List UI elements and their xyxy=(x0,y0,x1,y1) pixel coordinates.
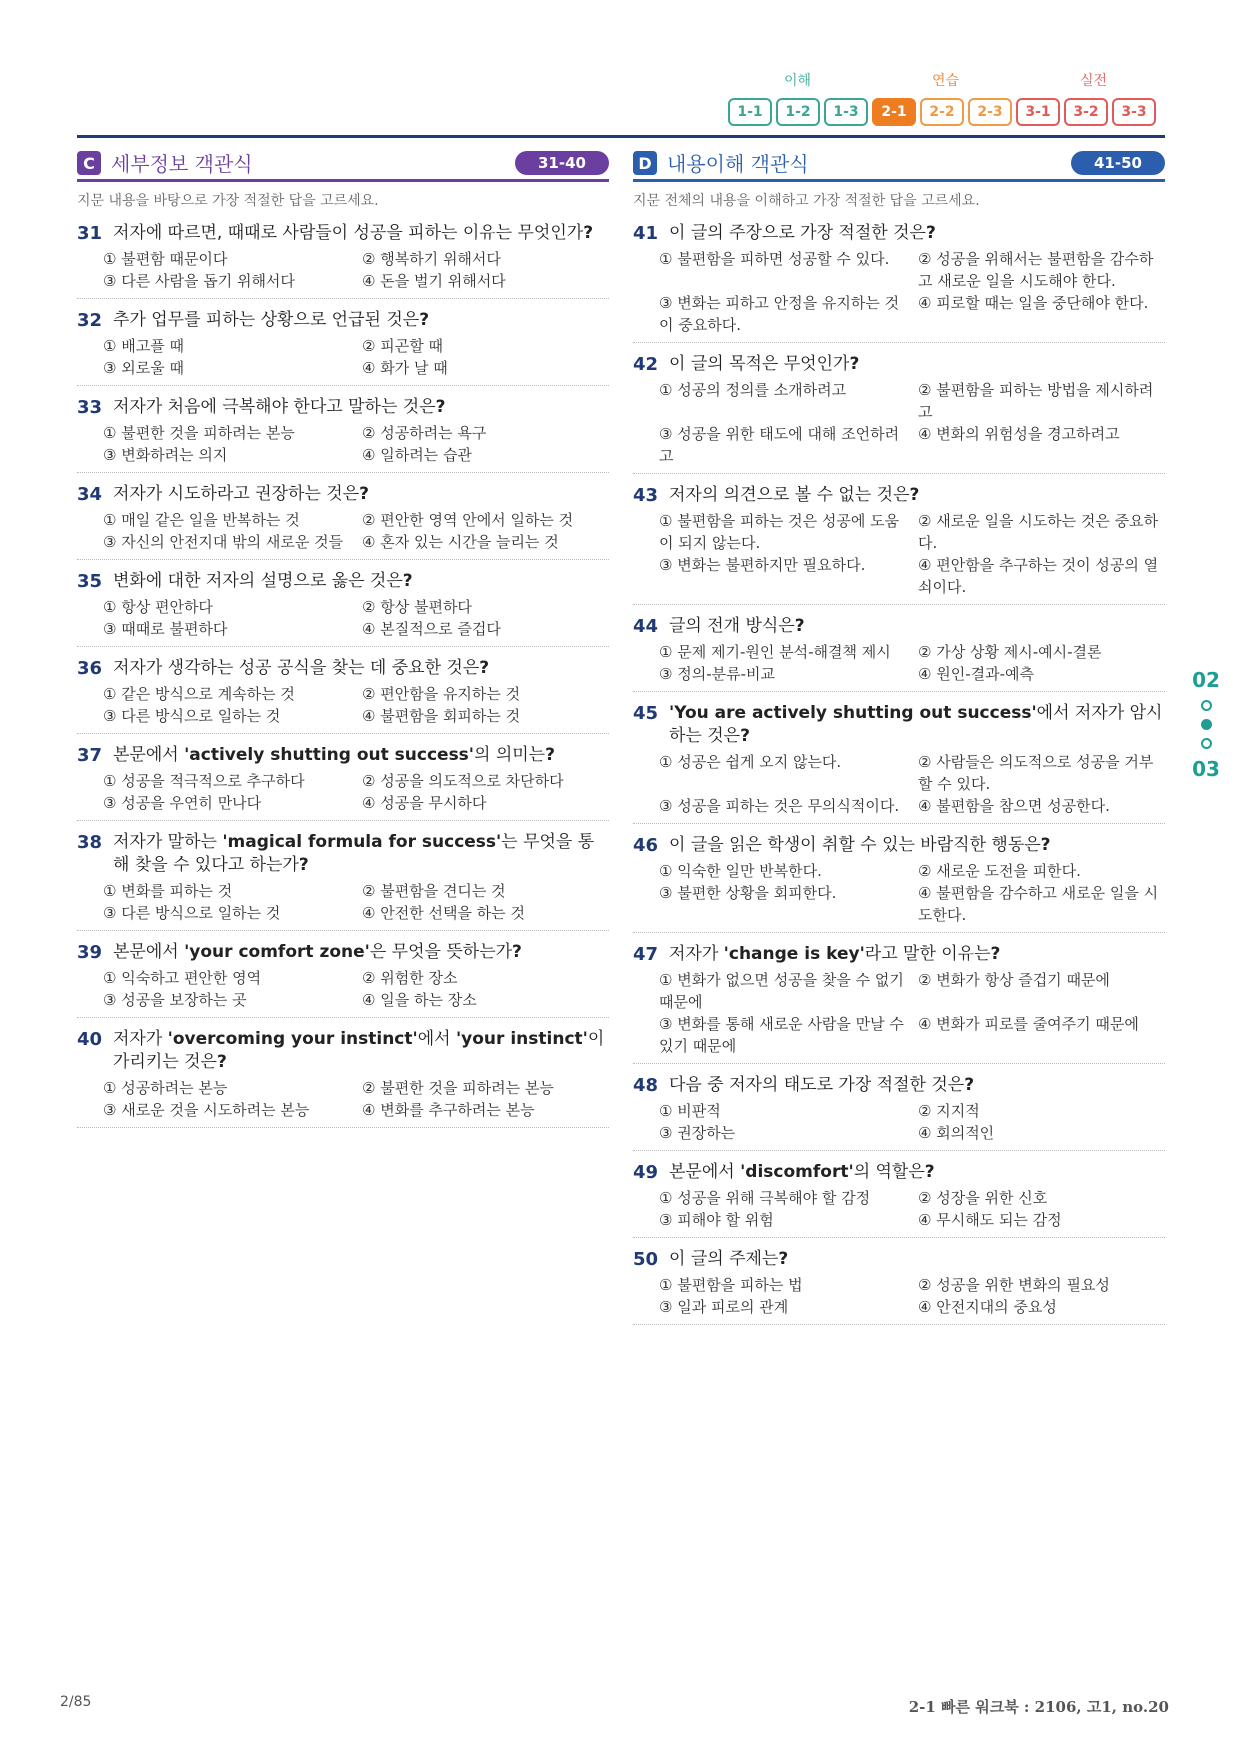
answer-option[interactable]: ① 불편함을 피하면 성공할 수 있다. xyxy=(659,250,890,268)
answer-option[interactable]: ① 문제 제기-원인 분석-해결책 제시 xyxy=(659,643,891,661)
answer-option[interactable]: ② 편안함을 유지하는 것 xyxy=(362,685,521,703)
level-boxes xyxy=(728,98,1156,126)
option-grid xyxy=(633,510,1165,598)
question-number: 41 xyxy=(633,223,659,244)
question-item xyxy=(633,615,1165,692)
level-box[interactable]: 1-2 xyxy=(776,98,820,126)
option-grid xyxy=(633,379,1165,467)
option-grid xyxy=(77,683,609,727)
question-stem xyxy=(77,396,609,419)
category-understanding: 이해 xyxy=(784,73,812,89)
option-grid xyxy=(77,422,609,466)
answer-option[interactable]: ② 피곤할 때 xyxy=(362,337,443,355)
question-number: 42 xyxy=(633,354,659,375)
answer-option[interactable]: ① 성공을 적극적으로 추구하다 xyxy=(103,772,305,790)
answer-option[interactable]: ④ 일을 하는 장소 xyxy=(362,991,477,1009)
question-item xyxy=(77,222,609,299)
question-stem xyxy=(77,309,609,332)
question-item xyxy=(633,1248,1165,1325)
answer-option[interactable]: ① 배고플 때 xyxy=(103,337,184,355)
section-c xyxy=(77,147,609,1138)
answer-option[interactable]: ② 성공을 위해서는 불편함을 감수하고 새로운 일을 시도해야 한다. xyxy=(918,250,1154,290)
answer-option[interactable]: ④ 원인-결과-예측 xyxy=(918,665,1034,683)
question-number: 43 xyxy=(633,485,659,506)
question-stem xyxy=(77,222,609,245)
question-text: 본문에서 'actively shutting out success'의 의미는? xyxy=(113,745,555,765)
question-item xyxy=(633,943,1165,1064)
section-divider xyxy=(633,179,1165,182)
question-stem xyxy=(633,834,1165,857)
question-item xyxy=(77,657,609,734)
question-number: 39 xyxy=(77,942,103,963)
answer-option[interactable]: ② 새로운 도전을 피한다. xyxy=(918,862,1081,880)
answer-option[interactable]: ③ 일과 피로의 관계 xyxy=(659,1298,789,1316)
answer-option[interactable]: ② 가상 상황 제시-예시-결론 xyxy=(918,643,1102,661)
marker-dot xyxy=(1201,738,1212,749)
answer-option[interactable]: ② 불편함을 피하는 방법을 제시하려고 xyxy=(918,381,1154,421)
answer-option[interactable]: ③ 변화를 통해 새로운 사람을 만날 수 있기 때문에 xyxy=(659,1015,904,1055)
option-grid xyxy=(77,770,609,814)
answer-option[interactable]: ① 불편한 것을 피하려는 본능 xyxy=(103,424,295,442)
answer-option[interactable]: ③ 다른 사람을 돕기 위해서다 xyxy=(103,272,295,290)
level-box[interactable]: 2-3 xyxy=(968,98,1012,126)
answer-option[interactable]: ③ 피해야 할 위험 xyxy=(659,1211,774,1229)
header-rule xyxy=(77,135,1165,138)
section-divider xyxy=(77,179,609,182)
answer-option[interactable]: ② 성장을 위한 신호 xyxy=(918,1189,1048,1207)
option-grid xyxy=(633,751,1165,817)
question-text: 이 글의 목적은 무엇인가? xyxy=(669,354,860,374)
answer-option[interactable]: ① 불편함을 피하는 것은 성공에 도움이 되지 않는다. xyxy=(659,512,900,552)
answer-option[interactable]: ④ 안전한 선택을 하는 것 xyxy=(362,904,525,922)
question-text: 저자가 말하는 'magical formula for success'는 무엇을 통해 찾을 수 있다고 하는가? xyxy=(113,832,595,875)
question-stem xyxy=(77,831,609,877)
question-stem xyxy=(633,702,1165,748)
answer-option[interactable]: ④ 회의적인 xyxy=(918,1124,995,1142)
answer-option[interactable]: ④ 성공을 무시하다 xyxy=(362,794,487,812)
level-box[interactable]: 1-3 xyxy=(824,98,868,126)
option-grid xyxy=(77,335,609,379)
option-grid xyxy=(633,1187,1165,1231)
question-text: 저자가 'change is key'라고 말한 이유는? xyxy=(669,944,1001,964)
question-item xyxy=(77,831,609,931)
answer-option[interactable]: ② 지지적 xyxy=(918,1102,980,1120)
option-grid xyxy=(633,969,1165,1057)
answer-option[interactable]: ③ 새로운 것을 시도하려는 본능 xyxy=(103,1101,310,1119)
question-item xyxy=(77,309,609,386)
answer-option[interactable]: ① 항상 편안하다 xyxy=(103,598,213,616)
option-grid xyxy=(633,1100,1165,1144)
question-item xyxy=(77,570,609,647)
answer-option[interactable]: ① 익숙하고 편안한 영역 xyxy=(103,969,262,987)
answer-option[interactable]: ② 편안한 영역 안에서 일하는 것 xyxy=(362,511,574,529)
question-stem xyxy=(633,222,1165,245)
answer-option[interactable]: ② 사람들은 의도적으로 성공을 거부할 수 있다. xyxy=(918,753,1154,793)
section-instruction: 지문 내용을 바탕으로 가장 적절한 답을 고르세요. xyxy=(77,193,379,209)
question-number: 31 xyxy=(77,223,103,244)
question-stem xyxy=(77,941,609,964)
answer-option[interactable]: ④ 불편함을 회피하는 것 xyxy=(362,707,521,725)
section-title: 세부정보 객관식 xyxy=(111,152,253,176)
answer-option[interactable]: ④ 혼자 있는 시간을 늘리는 것 xyxy=(362,533,559,551)
answer-option[interactable]: ① 성공의 정의를 소개하려고 xyxy=(659,381,847,399)
answer-option[interactable]: ① 매일 같은 일을 반복하는 것 xyxy=(103,511,300,529)
level-box[interactable]: 3-1 xyxy=(1016,98,1060,126)
answer-option[interactable]: ③ 변화는 피하고 안정을 유지하는 것이 중요하다. xyxy=(659,294,900,334)
question-text: 저자에 따르면, 때때로 사람들이 성공을 피하는 이유는 무엇인가? xyxy=(113,223,594,243)
question-text: 본문에서 'discomfort'의 역할은? xyxy=(669,1162,935,1182)
answer-option[interactable]: ③ 다른 방식으로 일하는 것 xyxy=(103,904,281,922)
answer-option[interactable]: ① 불편함 때문이다 xyxy=(103,250,228,268)
option-grid xyxy=(77,967,609,1011)
question-number: 38 xyxy=(77,832,103,853)
answer-option[interactable]: ④ 일하려는 습관 xyxy=(362,446,472,464)
answer-option[interactable]: ③ 다른 방식으로 일하는 것 xyxy=(103,707,281,725)
answer-option[interactable]: ③ 정의-분류-비교 xyxy=(659,665,775,683)
question-number: 48 xyxy=(633,1075,659,1096)
level-box-active[interactable]: 2-1 xyxy=(872,98,916,126)
section-title: 내용이해 객관식 xyxy=(667,152,809,176)
chapter-marker-top: 02 xyxy=(1192,668,1220,692)
chapter-marker xyxy=(1188,668,1224,781)
answer-option[interactable]: ③ 성공을 피하는 것은 무의식적이다. xyxy=(659,797,900,815)
answer-option[interactable]: ② 성공을 의도적으로 차단하다 xyxy=(362,772,564,790)
question-text: 저자가 시도하라고 권장하는 것은? xyxy=(113,484,369,504)
question-item xyxy=(77,1028,609,1128)
section-header xyxy=(77,147,609,177)
question-text: 이 글의 주제는? xyxy=(669,1249,789,1269)
option-grid xyxy=(77,1077,609,1121)
answer-option[interactable]: ④ 안전지대의 중요성 xyxy=(918,1298,1057,1316)
answer-option[interactable]: ① 성공하려는 본능 xyxy=(103,1079,228,1097)
question-text: 저자의 의견으로 볼 수 없는 것은? xyxy=(669,485,920,505)
answer-option[interactable]: ② 불편한 것을 피하려는 본능 xyxy=(362,1079,554,1097)
answer-option[interactable]: ② 불편함을 견디는 것 xyxy=(362,882,506,900)
answer-option[interactable]: ④ 변화의 위험성을 경고하려고 xyxy=(918,425,1120,443)
section-range-pill: 31-40 xyxy=(515,151,609,175)
question-stem xyxy=(633,943,1165,966)
answer-option[interactable]: ③ 때때로 불편하다 xyxy=(103,620,228,638)
answer-option[interactable]: ③ 성공을 보장하는 곳 xyxy=(103,991,247,1009)
answer-option[interactable]: ② 행복하기 위해서다 xyxy=(362,250,501,268)
option-grid xyxy=(77,248,609,292)
question-text: 추가 업무를 피하는 상황으로 언급된 것은? xyxy=(113,310,430,330)
question-number: 50 xyxy=(633,1249,659,1270)
chapter-marker-bottom: 03 xyxy=(1192,757,1220,781)
marker-dot xyxy=(1201,700,1212,711)
footer-title: 2-1 빠른 워크북 : 2106, 고1, no.20 xyxy=(908,1698,1169,1716)
answer-option[interactable]: ① 성공을 위해 극복해야 할 감정 xyxy=(659,1189,871,1207)
answer-option[interactable]: ④ 불편함을 참으면 성공한다. xyxy=(918,797,1110,815)
question-item xyxy=(633,353,1165,474)
answer-option[interactable]: ④ 본질적으로 즐겁다 xyxy=(362,620,501,638)
question-text: 다음 중 저자의 태도로 가장 적절한 것은? xyxy=(669,1075,975,1095)
level-box[interactable]: 1-1 xyxy=(728,98,772,126)
answer-option[interactable]: ① 같은 방식으로 계속하는 것 xyxy=(103,685,295,703)
answer-option[interactable]: ④ 피로할 때는 일을 중단해야 한다. xyxy=(918,294,1149,312)
answer-option[interactable]: ② 변화가 항상 즐겁기 때문에 xyxy=(918,971,1110,989)
answer-option[interactable]: ② 성공을 위한 변화의 필요성 xyxy=(918,1276,1110,1294)
question-number: 33 xyxy=(77,397,103,418)
question-item xyxy=(77,941,609,1018)
answer-option[interactable]: ③ 성공을 우연히 만나다 xyxy=(103,794,262,812)
category-practice: 연습 xyxy=(932,73,960,89)
question-stem xyxy=(633,1074,1165,1097)
answer-option[interactable]: ② 새로운 일을 시도하는 것은 중요하다. xyxy=(918,512,1159,552)
section-d xyxy=(633,147,1165,1335)
question-text: 이 글의 주장으로 가장 적절한 것은? xyxy=(669,223,936,243)
answer-option[interactable]: ④ 돈을 벌기 위해서다 xyxy=(362,272,506,290)
option-grid xyxy=(77,880,609,924)
option-grid xyxy=(633,860,1165,926)
question-stem xyxy=(77,570,609,593)
question-number: 49 xyxy=(633,1162,659,1183)
section-range-pill: 41-50 xyxy=(1071,151,1165,175)
category-real: 실전 xyxy=(1080,73,1108,89)
question-item xyxy=(633,1161,1165,1238)
question-number: 40 xyxy=(77,1029,103,1050)
question-stem xyxy=(633,484,1165,507)
question-item xyxy=(77,744,609,821)
question-stem xyxy=(633,1161,1165,1184)
question-text: 변화에 대한 저자의 설명으로 옳은 것은? xyxy=(113,571,413,591)
answer-option[interactable]: ④ 편안함을 추구하는 것이 성공의 열쇠이다. xyxy=(918,556,1159,596)
question-number: 34 xyxy=(77,484,103,505)
level-box[interactable]: 3-2 xyxy=(1064,98,1108,126)
question-item xyxy=(633,222,1165,343)
question-stem xyxy=(633,353,1165,376)
answer-option[interactable]: ③ 변화하려는 의지 xyxy=(103,446,228,464)
answer-option[interactable]: ① 익숙한 일만 반복한다. xyxy=(659,862,822,880)
section-badge: D xyxy=(633,151,657,175)
answer-option[interactable]: ④ 불편함을 감수하고 새로운 일을 시도한다. xyxy=(918,884,1159,924)
question-item xyxy=(633,1074,1165,1151)
question-number: 36 xyxy=(77,658,103,679)
question-stem xyxy=(77,744,609,767)
question-item xyxy=(633,834,1165,933)
answer-option[interactable]: ④ 무시해도 되는 감정 xyxy=(918,1211,1062,1229)
question-number: 37 xyxy=(77,745,103,766)
question-text: 저자가 'overcoming your instinct'에서 'your instinct'이 가리키는 것은? xyxy=(113,1029,605,1072)
question-number: 47 xyxy=(633,944,659,965)
question-text: 'You are actively shutting out success'에서 저자가 암시하는 것은? xyxy=(669,703,1163,746)
question-item xyxy=(77,483,609,560)
page-number: 2/85 xyxy=(60,1694,92,1710)
section-header xyxy=(633,147,1165,177)
answer-option[interactable]: ③ 외로울 때 xyxy=(103,359,184,377)
question-number: 32 xyxy=(77,310,103,331)
answer-option[interactable]: ② 항상 불편하다 xyxy=(362,598,472,616)
question-stem xyxy=(633,1248,1165,1271)
answer-option[interactable]: ① 성공은 쉽게 오지 않는다. xyxy=(659,753,842,771)
answer-option[interactable]: ③ 변화는 불편하지만 필요하다. xyxy=(659,556,866,574)
question-text: 이 글을 읽은 학생이 취할 수 있는 바람직한 행동은? xyxy=(669,835,1051,855)
option-grid xyxy=(77,596,609,640)
option-grid xyxy=(633,641,1165,685)
question-item xyxy=(77,396,609,473)
section-instruction: 지문 전체의 내용을 이해하고 가장 적절한 답을 고르세요. xyxy=(633,193,980,209)
answer-option[interactable]: ③ 자신의 안전지대 밖의 새로운 것들 xyxy=(103,533,344,551)
question-stem xyxy=(77,1028,609,1074)
option-grid xyxy=(77,509,609,553)
answer-option[interactable]: ④ 화가 날 때 xyxy=(362,359,448,377)
marker-dot-active xyxy=(1201,719,1212,730)
question-stem xyxy=(633,615,1165,638)
question-text: 글의 전개 방식은? xyxy=(669,616,805,636)
question-stem xyxy=(77,657,609,680)
answer-option[interactable]: ① 불편함을 피하는 법 xyxy=(659,1276,803,1294)
question-text: 저자가 생각하는 성공 공식을 찾는 데 중요한 것은? xyxy=(113,658,490,678)
answer-option[interactable]: ② 성공하려는 욕구 xyxy=(362,424,487,442)
answer-option[interactable]: ③ 권장하는 xyxy=(659,1124,736,1142)
question-item xyxy=(633,702,1165,824)
question-stem xyxy=(77,483,609,506)
answer-option[interactable]: ② 위험한 장소 xyxy=(362,969,458,987)
level-box[interactable]: 2-2 xyxy=(920,98,964,126)
answer-option[interactable]: ③ 성공을 위한 태도에 대해 조언하려고 xyxy=(659,425,900,465)
answer-option[interactable]: ③ 불편한 상황을 회피한다. xyxy=(659,884,837,902)
question-number: 46 xyxy=(633,835,659,856)
option-grid xyxy=(633,1274,1165,1318)
option-grid xyxy=(633,248,1165,336)
answer-option[interactable]: ④ 변화를 추구하려는 본능 xyxy=(362,1101,535,1119)
answer-option[interactable]: ① 변화가 없으면 성공을 찾을 수 없기 때문에 xyxy=(659,971,904,1011)
section-badge: C xyxy=(77,151,101,175)
question-text: 본문에서 'your comfort zone'은 무엇을 뜻하는가? xyxy=(113,942,522,962)
question-number: 45 xyxy=(633,703,659,724)
answer-option[interactable]: ① 변화를 피하는 것 xyxy=(103,882,233,900)
question-number: 44 xyxy=(633,616,659,637)
answer-option[interactable]: ④ 변화가 피로를 줄여주기 때문에 xyxy=(918,1015,1139,1033)
question-number: 35 xyxy=(77,571,103,592)
question-text: 저자가 처음에 극복해야 한다고 말하는 것은? xyxy=(113,397,446,417)
question-item xyxy=(633,484,1165,605)
answer-option[interactable]: ① 비판적 xyxy=(659,1102,721,1120)
level-box[interactable]: 3-3 xyxy=(1112,98,1156,126)
